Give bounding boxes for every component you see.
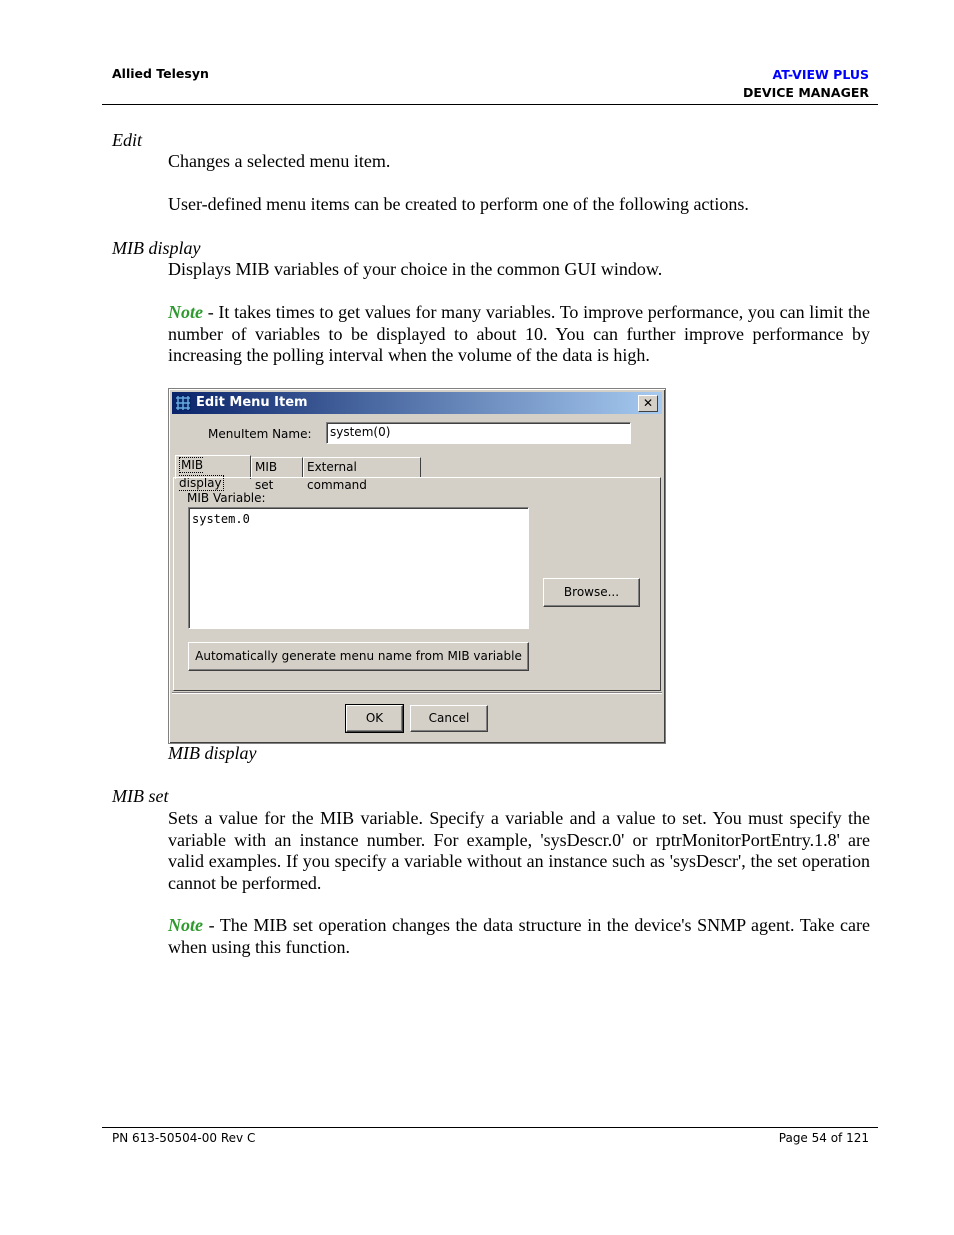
tab-mib-set[interactable]: MIB set xyxy=(251,457,303,477)
edit-menu-item-dialog xyxy=(168,388,666,744)
term-mib-display: MIB display xyxy=(112,238,201,258)
cancel-button[interactable]: Cancel xyxy=(410,705,488,732)
header-company: Allied Telesyn xyxy=(112,66,209,81)
dialog-separator xyxy=(172,692,662,694)
header-section: DEVICE MANAGER xyxy=(743,85,869,100)
app-grid-icon xyxy=(175,395,191,411)
footer-page-number: Page 54 of 121 xyxy=(778,1131,869,1145)
footer-rule xyxy=(102,1127,878,1128)
ok-button[interactable]: OK xyxy=(346,705,403,732)
mib-display-description: Displays MIB variables of your choice in the common GUI window. xyxy=(168,259,663,279)
header-right xyxy=(743,66,869,102)
mib-variable-textarea[interactable]: system.0 xyxy=(188,507,529,629)
edit-description: Changes a selected menu item. xyxy=(168,151,391,171)
term-edit: Edit xyxy=(112,130,142,150)
user-defined-text: User-defined menu items can be created to perform one of the following actions. xyxy=(168,194,749,214)
menuitem-name-label: MenuItem Name: xyxy=(208,427,312,441)
dialog-title: Edit Menu Item xyxy=(196,395,308,410)
note-1-text: - It takes times to get values for many variables. To improve performance, you can limit the number of variables to be displayed to about 10. You can further improve performance by increasing the polling interval when the volume of the data is high. xyxy=(168,302,870,365)
menuitem-name-input[interactable]: system(0) xyxy=(326,422,631,444)
tab-external-command[interactable]: External command xyxy=(303,457,421,477)
note-paragraph-2 xyxy=(168,915,870,958)
note-2-text: - The MIB set operation changes the data structure in the device's SNMP agent. Take care when using this function. xyxy=(168,915,870,957)
tab-mib-display[interactable] xyxy=(175,455,251,490)
auto-generate-button[interactable]: Automatically generate menu name from MIB variable xyxy=(188,642,529,671)
note-label: Note xyxy=(168,302,203,322)
figure-caption: MIB display xyxy=(168,743,257,763)
close-icon[interactable]: ✕ xyxy=(638,395,658,412)
note-label-2: Note xyxy=(168,915,203,935)
note-paragraph-1 xyxy=(168,302,870,367)
dialog-titlebar xyxy=(172,392,662,414)
browse-button[interactable]: Browse... xyxy=(543,578,640,607)
header-rule xyxy=(102,104,878,105)
header-product: AT-VIEW PLUS xyxy=(772,67,869,82)
mib-variable-label: MIB Variable: xyxy=(187,491,266,505)
mib-set-description: Sets a value for the MIB variable. Specify a variable and a value to set. You must specify the variable with an instance number. For example, 'sysDescr.0' or rptrMonitorPortEntry.1.8' are valid examples. If you specify a variable without an instance such as 'sysDescr', the set operation cannot be performed. xyxy=(168,808,870,893)
tab-label-mib-display: MIB display xyxy=(179,458,222,490)
footer-part-number: PN 613-50504-00 Rev C xyxy=(112,1131,256,1145)
term-mib-set: MIB set xyxy=(112,786,169,806)
